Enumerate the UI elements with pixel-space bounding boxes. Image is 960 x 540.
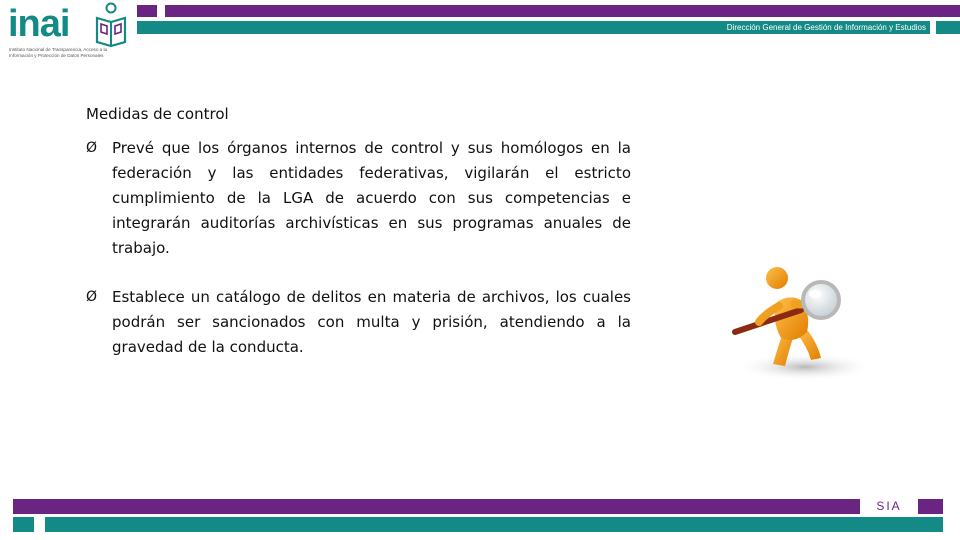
arrow-bullet-icon: Ø: [86, 289, 98, 305]
page-title: Medidas de control: [86, 105, 229, 123]
logo-wordmark: inai: [8, 3, 70, 45]
header-department-label: Dirección General de Gestión de Información y Estudios: [726, 23, 926, 32]
header-teal-square: [936, 21, 960, 34]
footer-purple-bar: [13, 499, 860, 514]
arrow-bullet-icon: Ø: [86, 140, 98, 156]
list-item: [86, 285, 631, 360]
book-person-icon: [94, 2, 128, 48]
bullet-text: Prevé que los órganos internos de control y sus homólogos en la federación y las entidades federativas, vigilarán el estricto cumplimiento de la LGA de acuerdo con sus competencias e integrarán auditorías archivísticas en sus programas anuales de trabajo.: [112, 139, 631, 257]
footer-teal-bar: [45, 517, 943, 532]
header-purple-bar: [165, 5, 960, 17]
inai-logo: [8, 2, 128, 62]
list-item: [86, 136, 631, 261]
footer-label: SIA: [876, 499, 902, 513]
bullet-text: Establece un catálogo de delitos en materia de archivos, los cuales podrán ser sancionados con multa y prisión, atendiendo a la gravedad de la conducta.: [112, 288, 631, 356]
footer-purple-square: [918, 499, 943, 514]
footer-teal-square: [13, 517, 34, 532]
magnifier-figure-icon: [725, 262, 875, 387]
logo-subtitle: Instituto Nacional de Transparencia, Acceso a la Información y Protección de Datos Personales: [9, 47, 108, 58]
header-purple-square: [137, 5, 157, 17]
